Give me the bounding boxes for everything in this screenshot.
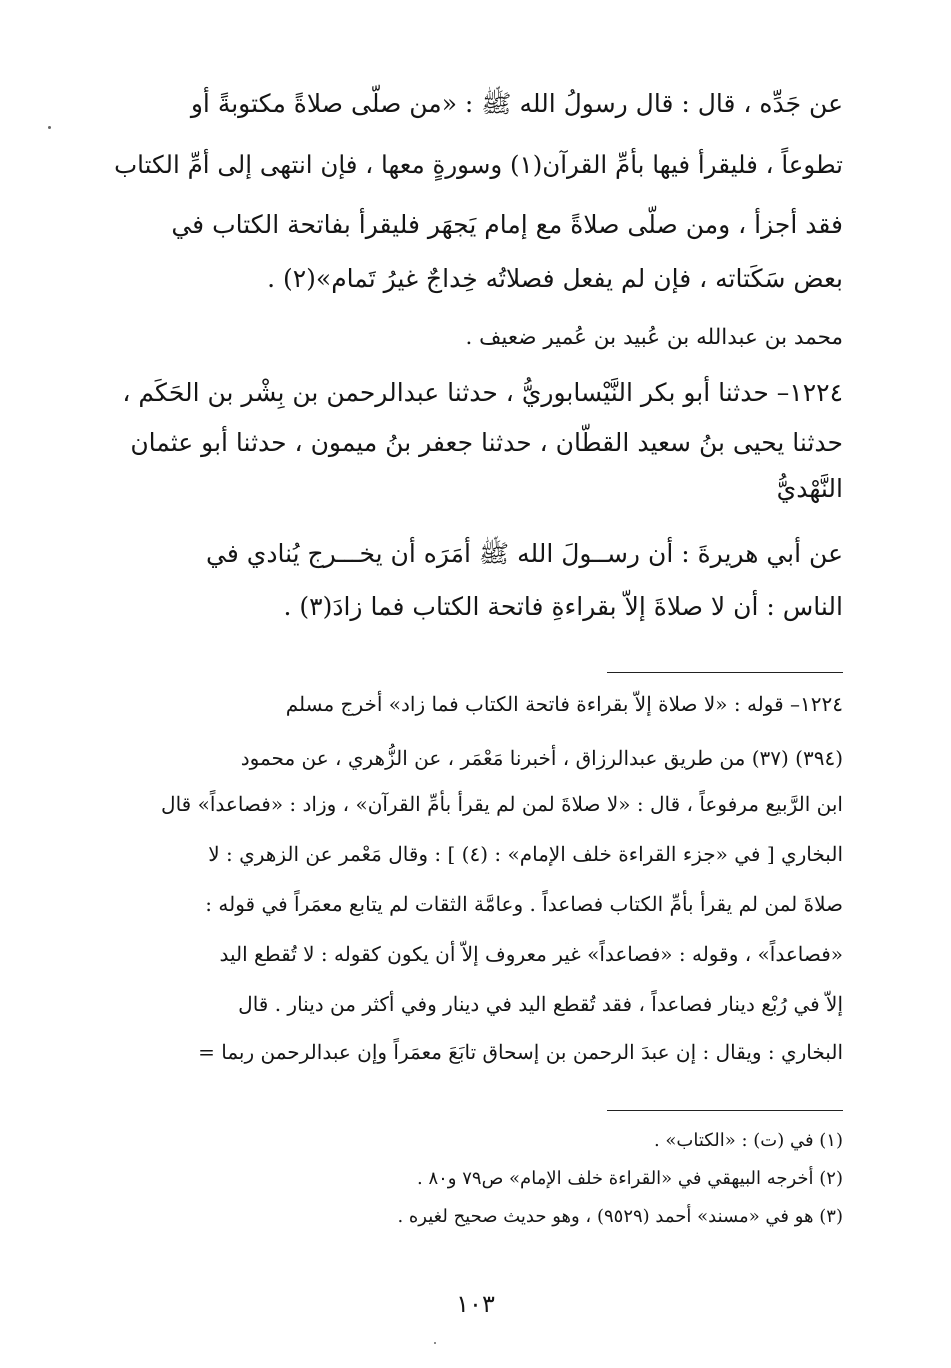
page-number: ١٠٣: [456, 1290, 495, 1318]
text-line: فقد أجزأ ، ومن صلّى صلاةً مع إمام يَجهَر فليقرأ بفاتحة الكتاب في: [171, 210, 843, 239]
commentary-line: البخاري : ويقال : إن عبدَ الرحمن بن إسحاق تابَعَ معمَراً وإن عبدالرحمن ربما =: [198, 1040, 843, 1064]
scan-speck: [434, 1342, 436, 1344]
hadith-matn-line: عن أبي هريرةَ : أن رســولَ الله ﷺ أمَرَه أن يخـــرج يُنادي في: [206, 539, 843, 568]
commentary-line: صلاةَ لمن لم يقرأ بأمِّ الكتاب فصاعداً . وعامَّة الثقات لم يتابع معمَراً في قوله :: [205, 892, 843, 916]
hadith-isnad-line: النَّهْديُّ: [776, 474, 843, 503]
commentary-line: ١٢٢٤– قوله : «لا صلاة إلاّ بقراءة فاتحة الكتاب فما زاد» أخرج مسلم: [285, 692, 843, 716]
hadith-matn-line: الناس : أن لا صلاةَ إلاّ بقراءةِ فاتحة الكتاب فما زادَ(٣) .: [283, 592, 843, 621]
commentary-line: ابن الرَّبيع مرفوعاً ، قال : «لا صلاةَ لمن لم يقرأ بأمِّ القرآن» ، وزاد : «فصاعداً» قال: [161, 792, 843, 816]
commentary-line: (٣٩٤) (٣٧) من طريق عبدالرزاق ، أخبرنا مَعْمَر ، عن الزُّهري ، عن محمود: [240, 746, 843, 770]
text-line: بعض سَكَتاته ، فإن لم يفعل فصلاتُه خِداجٌ غيرُ تَمام»(٢) .: [267, 264, 843, 293]
hadith-isnad-line: ١٢٢٤– حدثنا أبو بكر النَّيْسابوريُّ ، حدثنا عبدالرحمن بن بِشْر بن الحَكَم ،: [122, 378, 843, 407]
commentary-divider: [607, 672, 843, 673]
text-line: تطوعاً ، فليقرأ فيها بأمِّ القرآن(١) وسورةٍ معها ، فإن انتهى إلى أمِّ الكتاب: [114, 150, 843, 179]
hadith-isnad-line: حدثنا يحيى بنُ سعيد القطّان ، حدثنا جعفر بنُ ميمون ، حدثنا أبو عثمان: [130, 428, 843, 457]
footnotes-divider: [607, 1110, 843, 1111]
footnote: (٣) هو في «مسند» أحمد (٩٥٢٩) ، وهو حديث صحيح لغيره .: [397, 1206, 843, 1227]
text-line: عن جَدِّه ، قال : قال رسولُ الله ﷺ : «من صلّى صلاةً مكتوبةً أو: [190, 89, 843, 118]
footnote: (٢) أخرجه البيهقي في «القراءة خلف الإمام» ص٧٩ و٨٠ .: [417, 1168, 843, 1189]
commentary-line: إلاّ في رُبْع دينار فصاعداً ، فقد تُقطع اليد في دينار وفي أكثر من دينار . قال: [238, 992, 843, 1016]
commentary-line: «فصاعداً» ، وقوله : «فصاعداً» غير معروف إلاّ أن يكون كقوله : لا تُقطع اليد: [219, 942, 843, 966]
narrator-note: محمد بن عبدالله بن عُبيد بن عُمير ضعيف .: [465, 325, 843, 350]
commentary-line: البخاري [ في «جزء القراءة خلف الإمام» : (٤) ] : وقال مَعْمر عن الزهري : لا: [208, 842, 843, 866]
footnote: (١) في (ت) : «الكتاب» .: [653, 1130, 843, 1151]
scan-speck: [48, 126, 51, 129]
